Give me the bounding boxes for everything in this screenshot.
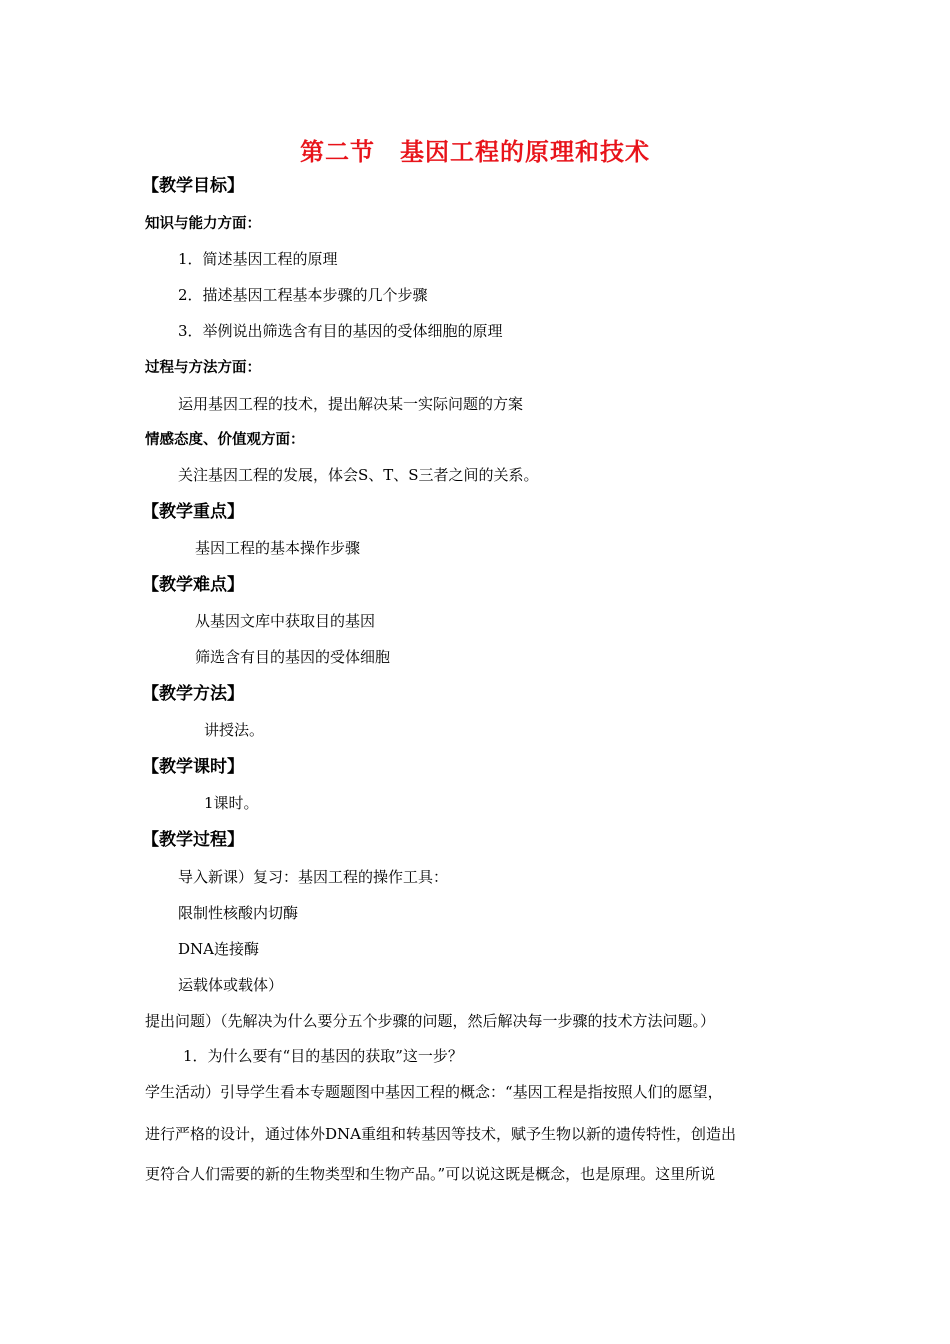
process2-line-1: 导入新课）复习：基因工程的操作工具： [178, 868, 449, 886]
emotion-text: 关注基因工程的发展，体会S、T、S三者之间的关系。 [178, 466, 539, 484]
process-heading: 过程与方法方面： [145, 360, 261, 376]
knowledge-item-2: 2．描述基因工程基本步骤的几个步骤 [178, 286, 428, 304]
process2-line-8: 进行严格的设计，通过体外DNA重组和转基因等技术，赋予生物以新的遗传特性，创造出 [145, 1125, 736, 1143]
process-text: 运用基因工程的技术，提出解决某一实际问题的方案 [178, 395, 524, 413]
process2-line-4: 运载体或载体） [178, 976, 284, 994]
process2-line-7: 学生活动）引导学生看本专题题图中基因工程的概念：“基因工程是指按照人们的愿望， [145, 1083, 723, 1101]
method-heading: 【教学方法】 [142, 684, 244, 704]
method-text: 讲授法。 [204, 721, 265, 739]
process2-line-5: 提出问题）（先解决为什么要分五个步骤的问题，然后解决每一步骤的技术方法问题。） [145, 1012, 716, 1030]
process2-line-9: 更符合人们需要的新的生物类型和生物产品。”可以说这既是概念，也是原理。这里所说 [145, 1165, 716, 1183]
objectives-heading: 【教学目标】 [142, 176, 244, 196]
process2-line-2: 限制性核酸内切酶 [178, 904, 299, 922]
process2-heading: 【教学过程】 [142, 830, 244, 850]
difficulty-item-2: 筛选含有目的基因的受体细胞 [195, 648, 391, 666]
emotion-heading: 情感态度、价值观方面： [145, 432, 305, 448]
page-title: 第二节 基因工程的原理和技术 [300, 138, 650, 166]
hours-heading: 【教学课时】 [142, 757, 244, 777]
knowledge-item-1: 1．简述基因工程的原理 [178, 250, 338, 268]
key-text: 基因工程的基本操作步骤 [195, 539, 361, 557]
difficulty-heading: 【教学难点】 [142, 575, 244, 595]
knowledge-item-3: 3．举例说出筛选含有目的基因的受体细胞的原理 [178, 322, 503, 340]
process2-line-6: 1．为什么要有“目的基因的获取”这一步？ [183, 1047, 463, 1065]
knowledge-heading: 知识与能力方面： [145, 216, 261, 232]
hours-text: 1课时。 [204, 794, 259, 812]
difficulty-item-1: 从基因文库中获取目的基因 [195, 612, 376, 630]
process2-line-3: DNA连接酶 [178, 940, 259, 958]
key-heading: 【教学重点】 [142, 502, 244, 522]
